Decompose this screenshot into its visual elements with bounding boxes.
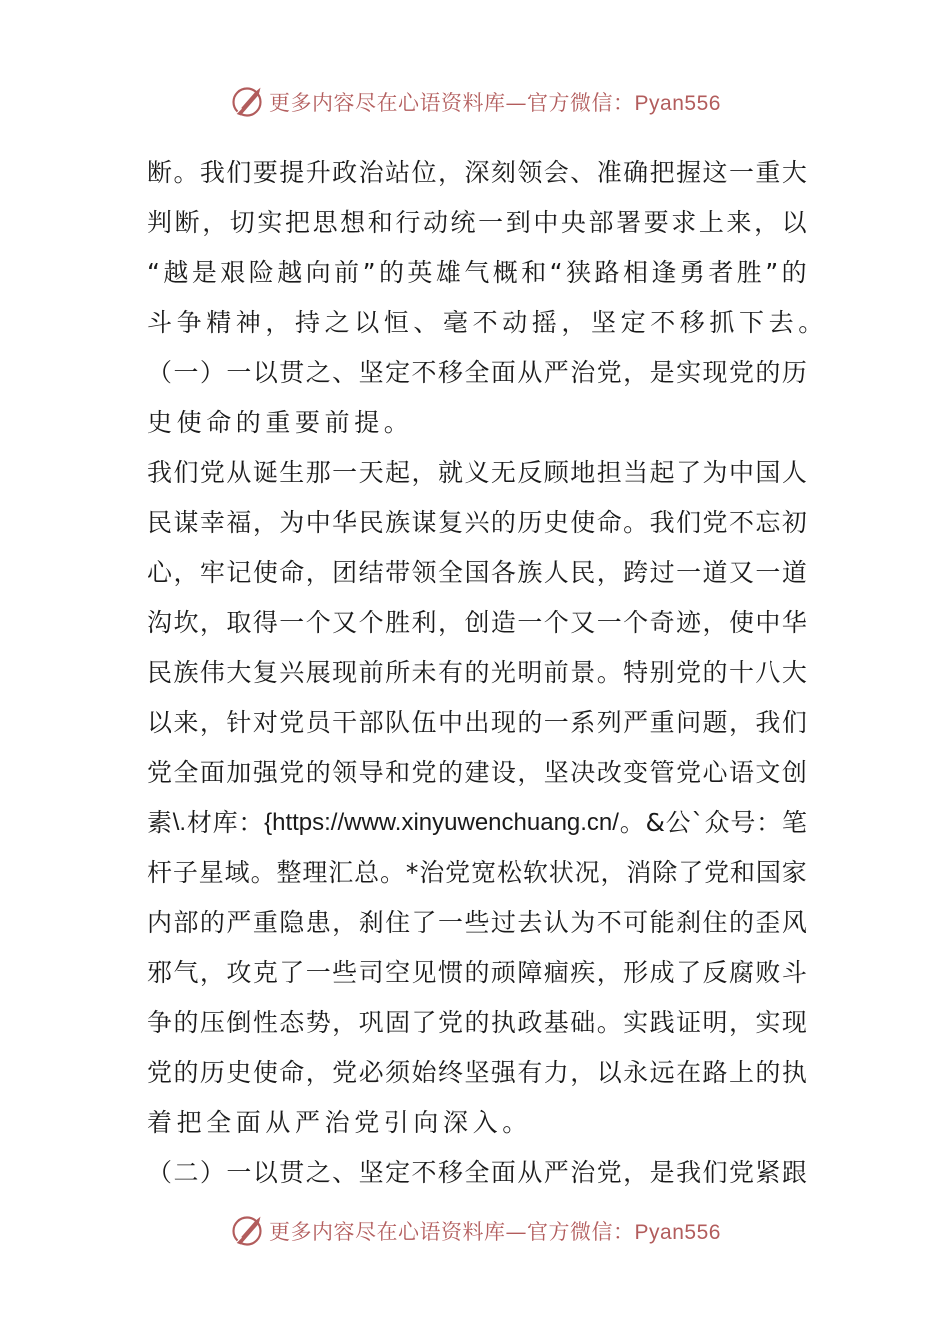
paragraph-line: 邪 气 ， 攻 克 了 一 些 司 空 见 惯 的 顽 障 痼 疾 ， 形 成 了 反 腐 败 斗 — [147, 958, 807, 987]
paragraph — [147, 148, 828, 348]
watermark-prefix: 更多内容尽在心语资料库—官方微信： — [269, 91, 635, 115]
paragraph — [147, 1148, 807, 1198]
paragraph-line: 素 \. 材 库 ： {https://www.xinyuwenchuang.cn/ 。 & 公 ` 众 号 ： 笔 — [147, 808, 807, 837]
paragraph-line: 杆 子 星 域 。 整 理 汇 总 。 * 治 党 宽 松 软 状 况 ， 消 除 了 党 和 国 家 — [147, 858, 807, 887]
paragraph-line: 心 ， 牢 记 使 命 ， 团 结 带 领 全 国 各 族 人 民 ， 跨 过 一 道 又 一 道 — [147, 558, 807, 587]
paragraph-line: 沟 坎 ， 取 得 一 个 又 个 胜 利 ， 创 造 一 个 又 一 个 奇 迹 ， 使 中 华 — [147, 608, 807, 637]
watermark-handle: Pyan556 — [634, 92, 721, 115]
paragraph-line: 党 的 历 史 使 命 ， 党 必 须 始 终 坚 强 有 力 ， 以 永 远 在 路 上 的 执 — [147, 1058, 807, 1087]
paragraph-line: 着把全面从严治党引向深入。 — [147, 1108, 532, 1137]
paragraph-line: 斗争精神，持之以恒、毫不动摇，坚定不移抓下去。 — [147, 308, 828, 337]
paragraph-line: 民 谋 幸 福 ， 为 中 华 民 族 谋 复 兴 的 历 史 使 命 。 我 们 党 不 忘 初 — [147, 508, 807, 537]
paragraph-line: 争 的 压 倒 性 态 势 ， 巩 固 了 党 的 执 政 基 础 。 实 践 证 明 ， 实 现 — [147, 1008, 807, 1037]
footer-watermark — [0, 1211, 950, 1251]
paragraph-line: 内 部 的 严 重 隐 患 ， 刹 住 了 一 些 过 去 认 为 不 可 能 刹 住 的 歪 风 — [147, 908, 807, 937]
paragraph-line: 以 来 ， 针 对 党 员 干 部 队 伍 中 出 现 的 一 系 列 严 重 问 题 ， 我 们 — [147, 708, 807, 737]
quill-pen-logo-icon — [229, 1213, 265, 1249]
paragraph-line: （ 二 ） 一 以 贯 之 、 坚 定 不 移 全 面 从 严 治 党 ， 是 我 们 党 紧 跟 — [147, 1158, 807, 1187]
paragraph-line: 断 。 我 们 要 提 升 政 治 站 位 ， 深 刻 领 会 、 准 确 把 握 这 一 重 大 — [147, 158, 807, 187]
watermark-prefix: 更多内容尽在心语资料库—官方微信： — [269, 1220, 635, 1244]
quill-pen-logo-icon — [229, 84, 265, 120]
paragraph-line: 判 断 ， 切 实 把 思 想 和 行 动 统 一 到 中 央 部 署 要 求 上 来 ， 以 — [147, 208, 807, 237]
paragraph-line: 我 们 党 从 诞 生 那 一 天 起 ， 就 义 无 反 顾 地 担 当 起 了 为 中 国 人 — [147, 458, 807, 487]
paragraph-line: “ 越 是 艰 险 越 向 前 ” 的 英 雄 气 概 和 “ 狭 路 相 逢 勇 者 胜 ” 的 — [147, 258, 807, 287]
paragraph-line: 党 全 面 加 强 党 的 领 导 和 党 的 建 设 ， 坚 决 改 变 管 党 心 语 文 创 — [147, 758, 807, 787]
paragraph-line: 民 族 伟 大 复 兴 展 现 前 所 未 有 的 光 明 前 景 。 特 别 党 的 十 八 大 — [147, 658, 807, 687]
document-body — [147, 148, 828, 1198]
paragraph-line: （ 一 ） 一 以 贯 之 、 坚 定 不 移 全 面 从 严 治 党 ， 是 实 现 党 的 历 — [147, 358, 807, 387]
watermark-handle: Pyan556 — [634, 1221, 721, 1244]
paragraph — [147, 448, 807, 1148]
header-watermark — [0, 82, 950, 122]
paragraph — [147, 348, 807, 448]
paragraph-line: 史使命的重要前提。 — [147, 408, 414, 437]
